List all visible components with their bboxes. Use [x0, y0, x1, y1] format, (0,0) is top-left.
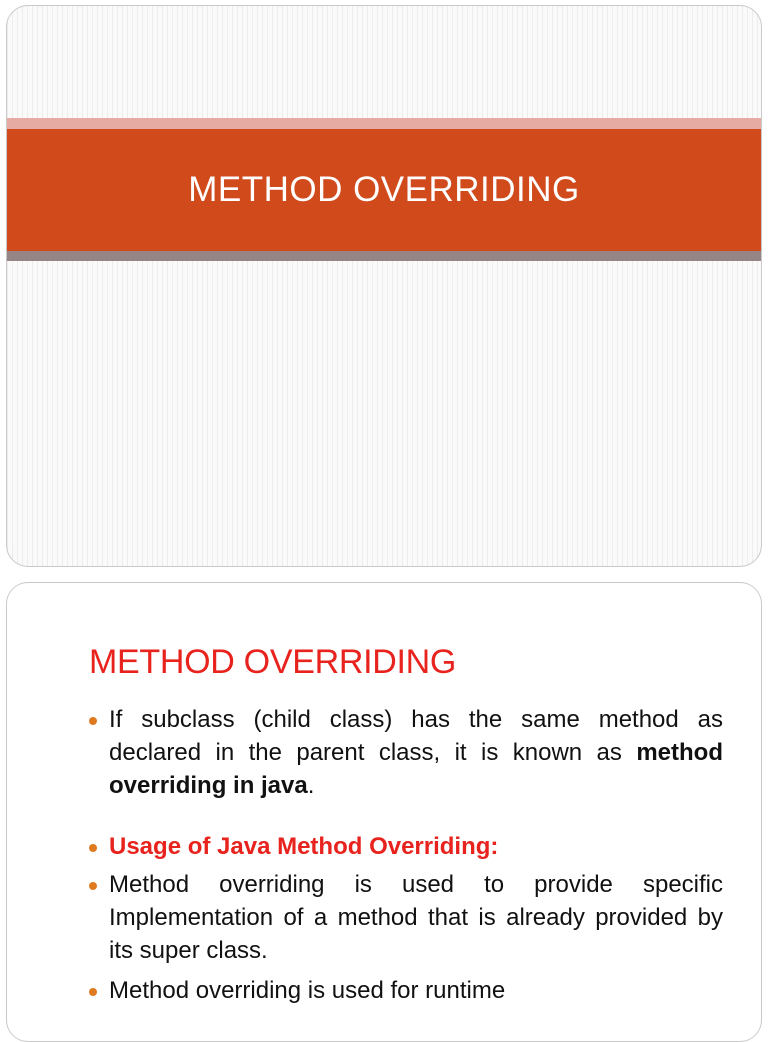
bullet-dot-icon — [89, 844, 97, 852]
bullet-3-text: Method overriding is used to provide specific Implementation of a method that is already provided by its super class. — [109, 871, 723, 964]
bullet-item-runtime — [89, 974, 723, 1007]
slide-1-title: METHOD OVERRIDING — [188, 170, 580, 209]
bullet-item-specific-implementation — [89, 868, 723, 967]
bullet-2-text: Usage of Java Method Overriding: — [109, 833, 499, 860]
bullet-item-definition — [89, 703, 723, 802]
bullet-list — [89, 703, 723, 1007]
title-bar — [7, 129, 761, 251]
title-bar-bottom-stripe — [7, 251, 761, 261]
bullet-item-usage-heading — [89, 830, 723, 863]
bullet-dot-icon — [89, 988, 97, 996]
bullet-dot-icon — [89, 882, 97, 890]
bullet-4-text: Method overriding is used for runtime — [109, 977, 506, 1004]
bullet-dot-icon — [89, 717, 97, 725]
slide-2-heading: METHOD OVERRIDING — [89, 643, 457, 681]
bullet-1-end: . — [307, 772, 315, 799]
bullet-1-bold: method overriding in java — [109, 739, 723, 799]
slide-2 — [6, 582, 762, 1042]
bullet-1-text: If subclass (child class) has the same method as declared in the parent class, it is known as — [109, 706, 723, 766]
slide-1 — [6, 5, 762, 567]
title-bar-top-stripe — [7, 118, 761, 129]
